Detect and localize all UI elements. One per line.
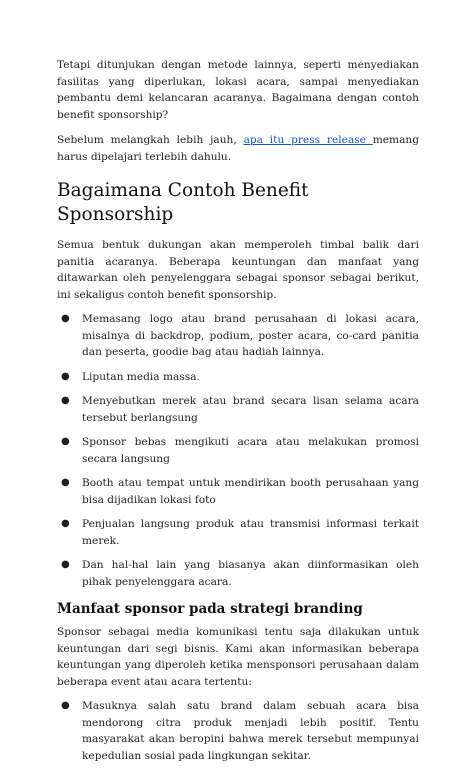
bullet-icon: ● bbox=[61, 477, 70, 488]
branding-list bbox=[57, 698, 419, 764]
list-item-text: Sponsor bebas mengikuti acara atau melakukan promosi secara langsung bbox=[82, 436, 419, 465]
benefit-intro-paragraph: Semua bentuk dukungan akan memperoleh timbal balik dari panitia acaranya. Beberapa keuntungan dan manfaat yang ditawarkan oleh penyelenggara sebagai sponsor sebagai berikut, ini sekaligus contoh benefit sponsorship. bbox=[57, 239, 419, 301]
list-item-text: Liputan media massa. bbox=[82, 370, 200, 383]
list-item bbox=[57, 516, 419, 549]
branding-intro-paragraph: Sponsor sebagai media komunikasi tentu saja dilakukan untuk keuntungan dari segi bisnis. Kami akan informasikan beberapa keuntungan yang diperoleh ketika mensponsori perusahaan dalam beberapa event atau acara tertentu: bbox=[57, 626, 419, 688]
list-item bbox=[57, 557, 419, 590]
list-item bbox=[57, 698, 419, 764]
section-heading-branding: Manfaat sponsor pada strategi branding bbox=[57, 601, 363, 617]
bullet-icon: ● bbox=[61, 395, 70, 406]
bullet-icon: ● bbox=[61, 700, 70, 711]
list-item-text: Dan hal-hal lain yang biasanya akan diinformasikan oleh pihak penyelenggara acara. bbox=[82, 559, 419, 588]
paragraph-text-after-link: memang harus dipelajari terlebih dahulu. bbox=[57, 134, 420, 163]
list-item-text: Masuknya salah satu brand dalam sebuah acara bisa mendorong citra produk menjadi lebih positif. Tentu masyarakat akan beropini bahwa merek tersebut mempunyai kepedulian sosial pada lingkungan sekitar. bbox=[82, 700, 419, 762]
list-item-text: Memasang logo atau brand perusahaan di lokasi acara, misalnya di backdrop, podium, poster acara, co-card panitia dan peserta, goodie bag atau hadiah lainnya. bbox=[82, 313, 419, 358]
benefit-list bbox=[57, 311, 419, 590]
section-heading-benefit-sponsorship: Bagaimana Contoh Benefit Sponsorship bbox=[57, 180, 309, 225]
bullet-icon: ● bbox=[61, 313, 70, 324]
intro-paragraph: Tetapi ditunjukan dengan metode lainnya, seperti menyediakan fasilitas yang diperlukan, lokasi acara, sampai menyediakan pembantu demi kelancaran acaranya. Bagaimana dengan contoh benefit sponsorship? bbox=[57, 59, 419, 121]
list-item-text: Booth atau tempat untuk mendirikan booth perusahaan yang bisa dijadikan lokasi foto bbox=[82, 477, 419, 506]
list-item bbox=[57, 475, 419, 508]
document-page bbox=[57, 57, 419, 772]
paragraph-text-before-link: Sebelum melangkah lebih jauh, bbox=[57, 134, 244, 146]
bullet-icon: ● bbox=[61, 436, 70, 447]
press-release-paragraph bbox=[57, 132, 419, 165]
list-item-text: Penjualan langsung produk atau transmisi informasi terkait merek. bbox=[82, 518, 419, 547]
list-item-text: Menyebutkan merek atau brand secara lisan selama acara tersebut berlangsung bbox=[82, 395, 419, 424]
press-release-link[interactable]: apa itu press release bbox=[243, 134, 373, 146]
list-item bbox=[57, 434, 419, 467]
list-item bbox=[57, 393, 419, 426]
bullet-icon: ● bbox=[61, 518, 70, 529]
bullet-icon: ● bbox=[61, 559, 70, 570]
list-item bbox=[57, 369, 419, 386]
bullet-icon: ● bbox=[61, 370, 70, 382]
list-item bbox=[57, 311, 419, 361]
